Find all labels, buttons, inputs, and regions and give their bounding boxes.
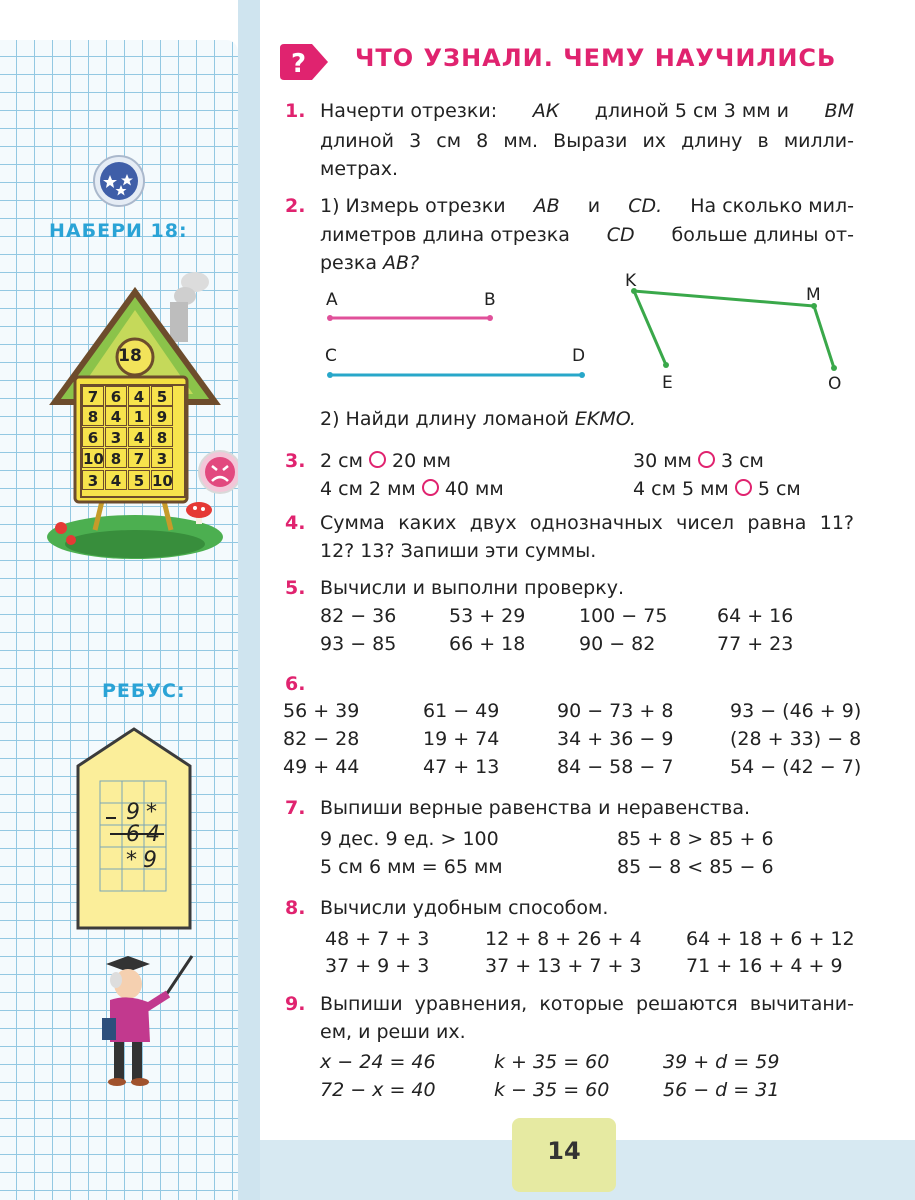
compare-circle-icon[interactable]	[369, 451, 386, 468]
task-1-text-a: Начерти отрезки:	[320, 100, 498, 122]
teacher-illustration	[88, 950, 198, 1090]
rebus-row-2: 64	[126, 822, 166, 847]
task-7-item-d: 85 − 8 < 85 − 6	[617, 856, 774, 878]
house-grid-cell: 7	[82, 386, 104, 406]
house-grid-cell: 8	[151, 427, 173, 447]
house-grid-cell: 4	[128, 427, 150, 447]
house-grid-cell: 5	[128, 470, 150, 490]
compare-left: 30 мм	[633, 450, 692, 472]
stars-badge-icon	[93, 155, 145, 207]
house-grid-cell: 9	[151, 406, 173, 426]
task-2-text-a: 1) Измерь отрезки	[320, 195, 506, 217]
task-1-line-3: метрах.	[320, 158, 399, 180]
task-9-line-1: Выпиши уравнения, которые решаются вычитани-	[320, 993, 854, 1015]
point-b-label: B	[484, 290, 496, 310]
rebus-row-3: *9	[126, 848, 163, 873]
expression: 64 + 16	[717, 605, 794, 627]
rebus-row-1: 9*	[126, 800, 163, 825]
house-grid-cell: 10	[152, 472, 173, 490]
task-2-ab: АВ	[533, 195, 560, 217]
expression: 90 − 82	[579, 633, 656, 655]
expression: 34 + 36 − 9	[557, 728, 674, 750]
task-3-number: 3.	[285, 450, 306, 472]
compare-circle-icon[interactable]	[735, 479, 752, 496]
expression: 84 − 58 − 7	[557, 756, 674, 778]
compare-circle-icon[interactable]	[422, 479, 439, 496]
compare-left: 2 см	[320, 450, 363, 472]
expression: 93 − 85	[320, 633, 397, 655]
house-grid-cell: 1	[128, 406, 150, 426]
compare-right: 20 мм	[392, 450, 451, 472]
house-grid-cell: 7	[128, 448, 150, 468]
sidebar	[0, 0, 250, 1200]
expression: 72 − x = 40	[320, 1079, 436, 1101]
expression: 61 − 49	[423, 700, 500, 722]
compare-left: 4 см 2 мм	[320, 478, 416, 500]
compare-right: 5 см	[757, 478, 801, 500]
house-grid-cell: 5	[151, 386, 173, 406]
task-7-item-c: 5 см 6 мм = 65 мм	[320, 856, 503, 878]
task-4-number: 4.	[285, 512, 306, 534]
house-grid-cell: 8	[82, 406, 104, 426]
compare-right: 40 мм	[444, 478, 504, 500]
dial-label: НАБЕРИ 18:	[49, 220, 188, 242]
page-number: 14	[512, 1118, 616, 1192]
expression: 37 + 9 + 3	[325, 955, 430, 977]
task-3-item-d	[633, 478, 801, 500]
task-2-line-1	[320, 195, 854, 217]
compare-circle-icon[interactable]	[698, 451, 715, 468]
compare-left: 4 см 5 мм	[633, 478, 729, 500]
task-2-line2-cd: CD	[606, 224, 635, 246]
page-gutter	[238, 0, 260, 1200]
expression: k − 35 = 60	[494, 1079, 610, 1101]
task-7-text: Выпиши верные равенства и неравенства.	[320, 797, 750, 819]
expression: 56 − d = 31	[663, 1079, 780, 1101]
task-2-cd: CD.	[628, 195, 663, 217]
task-7-item-a: 9 дес. 9 ед. > 100	[320, 828, 499, 850]
expression: 12 + 8 + 26 + 4	[485, 928, 642, 950]
svg-text:?: ?	[291, 49, 307, 79]
point-a-label: A	[326, 290, 338, 310]
task-2-q2-text: 2) Найди длину ломаной	[320, 408, 569, 430]
task-2-text-b: На сколько мил-	[690, 195, 854, 217]
expression: k + 35 = 60	[494, 1051, 610, 1073]
expression: 39 + d = 59	[663, 1051, 780, 1073]
task-4-line-1: Сумма каких двух однозначных чисел равна 11?	[320, 512, 854, 534]
expression: 48 + 7 + 3	[325, 928, 430, 950]
point-o-label: O	[828, 374, 842, 394]
expression: 93 − (46 + 9)	[730, 700, 862, 722]
task-2-line2-b: больше длины от-	[671, 224, 854, 246]
task-4-line-2: 12? 13? Запиши эти суммы.	[320, 540, 597, 562]
task-1-line-1	[320, 100, 854, 122]
house-grid-cell: 6	[105, 386, 127, 406]
page-title: ЧТО УЗНАЛИ. ЧЕМУ НАУЧИЛИСЬ	[355, 44, 837, 72]
task-1-line-2: длиной 3 см 8 мм. Вырази их длину в милли-	[320, 130, 854, 152]
task-2-line-2	[320, 224, 854, 246]
task-2-question-2	[320, 408, 636, 430]
task-2-and: и	[587, 195, 601, 217]
task-5-text: Вычисли и выполни проверку.	[320, 577, 624, 599]
expression: (28 + 33) − 8	[730, 728, 862, 750]
question-badge-icon	[280, 40, 330, 84]
house-grid-cell: 3	[82, 470, 104, 490]
house-grid-cell: 4	[105, 406, 127, 426]
task-8-text: Вычисли удобным способом.	[320, 897, 609, 919]
expression: 53 + 29	[449, 605, 526, 627]
compare-right: 3 см	[720, 450, 764, 472]
expression: 82 − 28	[283, 728, 360, 750]
house-grid-cell: 10	[83, 450, 104, 468]
task-7-item-b: 85 + 8 > 85 + 6	[617, 828, 774, 850]
expression: 19 + 74	[423, 728, 500, 750]
segments-figure	[320, 280, 860, 400]
task-2-q2-ekmo: EKMO.	[574, 408, 636, 430]
house-grid-cell: 3	[105, 427, 127, 447]
task-1-bm: ВМ	[824, 100, 854, 122]
task-2-line-3	[320, 252, 419, 274]
expression: 66 + 18	[449, 633, 526, 655]
task-9-number: 9.	[285, 993, 306, 1015]
house-grid-cell: 8	[105, 448, 127, 468]
task-5-number: 5.	[285, 577, 306, 599]
expression: 82 − 36	[320, 605, 397, 627]
house-grid-cell: 6	[82, 427, 104, 447]
expression: 49 + 44	[283, 756, 360, 778]
expression: 77 + 23	[717, 633, 794, 655]
task-1-number: 1.	[285, 100, 306, 122]
point-e-label: E	[662, 373, 673, 393]
task-2-line2-a: лиметров длина отрезка	[320, 224, 570, 246]
expression: 37 + 13 + 7 + 3	[485, 955, 642, 977]
rebus-label: РЕБУС:	[102, 680, 186, 702]
task-3-item-b	[633, 450, 764, 472]
sad-face-icon	[198, 450, 242, 494]
task-7-number: 7.	[285, 797, 306, 819]
expression: 54 − (42 − 7)	[730, 756, 862, 778]
house-grid-cell: 3	[151, 448, 173, 468]
expression: 71 + 16 + 4 + 9	[686, 955, 843, 977]
task-1-ak: АК	[532, 100, 560, 122]
house-grid-cell: 4	[128, 386, 150, 406]
point-d-label: D	[572, 346, 586, 366]
expression: x − 24 = 46	[320, 1051, 436, 1073]
task-2-number: 2.	[285, 195, 306, 217]
expression: 64 + 18 + 6 + 12	[686, 928, 855, 950]
expression: 100 − 75	[579, 605, 668, 627]
expression: 90 − 73 + 8	[557, 700, 674, 722]
expression: 47 + 13	[423, 756, 500, 778]
point-k-label: K	[625, 271, 637, 291]
task-2-line3-a: резка	[320, 252, 377, 274]
broken-line-ekmo	[634, 291, 834, 368]
house-grid-cell: 4	[105, 470, 127, 490]
task-9-line-2: ем, и реши их.	[320, 1021, 466, 1043]
expression: 56 + 39	[283, 700, 360, 722]
house-number: 18	[118, 346, 142, 366]
task-1-text-b: длиной 5 см 3 мм и	[594, 100, 789, 122]
task-3-item-c	[320, 478, 504, 500]
task-6-number: 6.	[285, 673, 306, 695]
task-3-item-a	[320, 450, 451, 472]
task-2-line3-ab: АВ?	[383, 252, 420, 274]
point-c-label: C	[325, 346, 337, 366]
task-8-number: 8.	[285, 897, 306, 919]
point-m-label: M	[806, 285, 821, 305]
